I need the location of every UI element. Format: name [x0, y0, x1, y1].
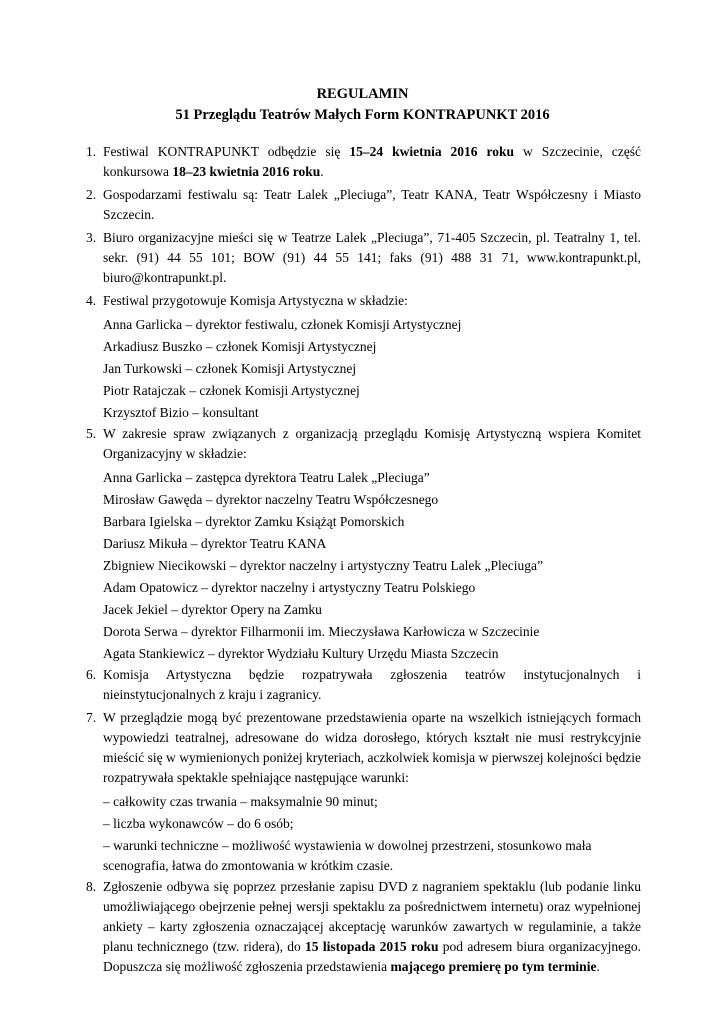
premiere-highlight: mającego premierę po tym terminie [390, 959, 597, 974]
committee-member: Mirosław Gawęda – dyrektor naczelny Teatru Współczesnego [103, 492, 439, 507]
item-number: 5. [86, 426, 97, 441]
committee-member: Adam Opatowicz – dyrektor naczelny i artystyczny Teatru Polskiego [103, 580, 476, 595]
committee-member: Barbara Igielska – dyrektor Zamku Książąt Pomorskich [103, 514, 405, 529]
condition-line: – warunki techniczne – możliwość wystawienia w dowolnej przestrzeni, stosunkowo mała scenografia, łatwa do zmontowania w krótkim czasie. [103, 838, 592, 873]
regulations-list [86, 142, 641, 980]
item-number: 3. [86, 230, 97, 245]
commission-member: Krzysztof Bizio – konsultant [103, 405, 259, 420]
item-number: 4. [86, 293, 97, 308]
list-item [86, 291, 641, 311]
date-highlight: 15–24 kwietnia 2016 roku [349, 144, 515, 159]
committee-member: Dariusz Mikuła – dyrektor Teatru KANA [103, 536, 327, 551]
document-subtitle: 51 Przeglądu Teatrów Małych Form KONTRAPUNKT 2016 [175, 107, 550, 123]
item-text: Festiwal przygotowuje Komisja Artystyczna w składzie: [103, 293, 408, 308]
item-number: 1. [86, 144, 97, 159]
item-text: Komisja Artystyczna będzie rozpatrywała zgłoszenia teatrów instytucjonalnych i nieinstytucjonalnych z kraju i zagranicy. [103, 667, 641, 702]
item-number: 2. [86, 187, 97, 202]
committee-member: Dorota Serwa – dyrektor Filharmonii im. Mieczysława Karłowicza w Szczecinie [103, 624, 540, 639]
committee-member: Anna Garlicka – zastępca dyrektora Teatru Lalek „Pleciuga” [103, 470, 430, 485]
document-title: REGULAMIN [316, 86, 409, 102]
list-item [86, 708, 641, 788]
item-text: Festiwal KONTRAPUNKT odbędzie się 15–24 kwietnia 2016 roku w Szczecinie, część konkursowa 18–23 kwietnia 2016 roku. [103, 144, 641, 179]
item-number: 6. [86, 667, 97, 682]
list-item [86, 142, 641, 182]
list-item [86, 877, 641, 977]
date-highlight: 18–23 kwietnia 2016 roku [172, 164, 321, 179]
commission-member: Anna Garlicka – dyrektor festiwalu, członek Komisji Artystycznej [103, 317, 462, 332]
item-number: 7. [86, 710, 97, 725]
commission-member: Jan Turkowski – członek Komisji Artystycznej [103, 361, 357, 376]
committee-member: Jacek Jekiel – dyrektor Opery na Zamku [103, 602, 322, 617]
list-item [86, 185, 641, 225]
list-item [86, 665, 641, 705]
list-item [86, 424, 641, 464]
item-text: W zakresie spraw związanych z organizacją przeglądu Komisję Artystyczną wspiera Komitet Organizacyjny w składzie: [103, 426, 641, 461]
commission-member: Piotr Ratajczak – członek Komisji Artystycznej [103, 383, 360, 398]
deadline-highlight: 15 listopada 2015 roku [305, 939, 439, 954]
item-number: 8. [86, 879, 97, 894]
committee-member: Zbigniew Niecikowski – dyrektor naczelny i artystyczny Teatru Lalek „Pleciuga” [103, 558, 544, 573]
item-text: Zgłoszenie odbywa się poprzez przesłanie zapisu DVD z nagraniem spektaklu (lub podanie linku umożliwiającego obejrzenie pełnej wersji spektaklu za pośrednictwem internetu) oraz wypełnionej ankiety – karty zgłoszenia oznaczającej akceptację warunków zawartych w regulaminie, a także planu technicznego (tzw. ridera), do 15 listopada 2015 roku pod adresem biura organizacyjnego. Dopuszcza się możliwość zgłoszenia przedstawienia mającego premierę po tym terminie. [103, 879, 641, 974]
committee-member: Agata Stankiewicz – dyrektor Wydziału Kultury Urzędu Miasta Szczecin [103, 646, 499, 661]
item-text: W przeglądzie mogą być prezentowane przedstawienia oparte na wszelkich istniejących formach wypowiedzi teatralnej, adresowane do widza dorosłego, których kształt nie musi restrykcyjnie mieścić się w wymienionych poniżej kryteriach, aczkolwiek komisja w pierwszej kolejności będzie rozpatrywała spektakle spełniające następujące warunki: [103, 710, 641, 785]
item-text: Gospodarzami festiwalu są: Teatr Lalek „Pleciuga”, Teatr KANA, Teatr Współczesny i Miasto Szczecin. [103, 187, 641, 222]
condition-line: – liczba wykonawców – do 6 osób; [103, 816, 294, 831]
commission-member: Arkadiusz Buszko – członek Komisji Artystycznej [103, 339, 377, 354]
list-item [86, 228, 641, 288]
item-text: Biuro organizacyjne mieści się w Teatrze Lalek „Pleciuga”, 71-405 Szczecin, pl. Teatralny 1, tel. sekr. (91) 44 55 101; BOW (91) 44 55 141; faks (91) 488 31 71, www.kontrapunkt.pl, biuro@kontrapunkt.pl. [103, 230, 641, 285]
condition-line: – całkowity czas trwania – maksymalnie 90 minut; [103, 794, 378, 809]
